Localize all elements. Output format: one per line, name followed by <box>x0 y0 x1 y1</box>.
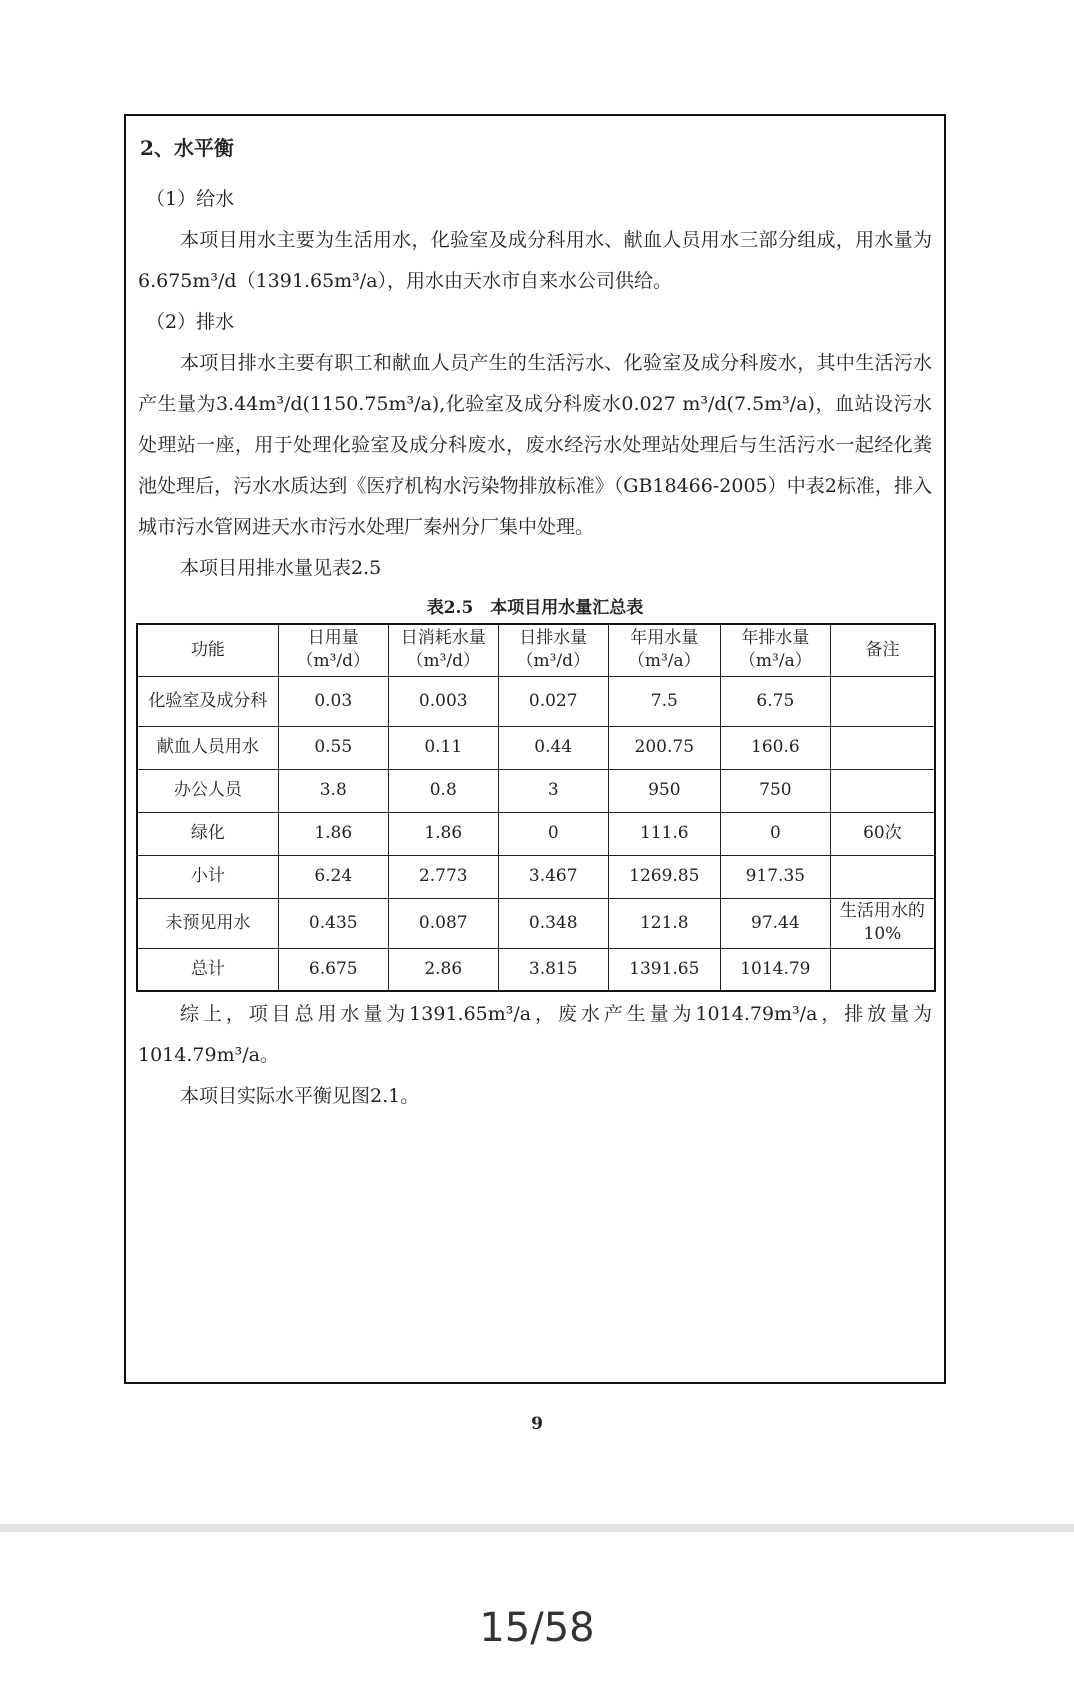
table-cell: 6.24 <box>278 855 388 898</box>
table-cell: 0.03 <box>278 676 388 726</box>
table-cell: 111.6 <box>608 812 720 855</box>
table-row <box>137 855 935 898</box>
table-row <box>137 812 935 855</box>
table-cell: 0.8 <box>388 769 498 812</box>
header-cell: 日排水量（m³/d） <box>498 624 608 676</box>
table-cell <box>830 726 935 769</box>
supply-heading: （1）给水 <box>146 188 235 210</box>
table-cell: 60次 <box>830 812 935 855</box>
page-number: 9 <box>531 1414 543 1434</box>
table-cell <box>830 855 935 898</box>
header-cell: 年用水量（m³/a） <box>608 624 720 676</box>
supply-paragraph: 本项目用水主要为生活用水，化验室及成分科用水、献血人员用水三部分组成，用水量为6.675m³/d（1391.65m³/a），用水由天水市自来水公司供给。 <box>138 229 932 292</box>
table-cell: 绿化 <box>137 812 278 855</box>
table-cell: 2.86 <box>388 948 498 991</box>
table-cell: 750 <box>720 769 830 812</box>
table-cell: 121.8 <box>608 898 720 948</box>
balance-reference: 本项目实际水平衡见图2.1。 <box>180 1085 420 1107</box>
table-cell: 1014.79 <box>720 948 830 991</box>
table-cell: 0.11 <box>388 726 498 769</box>
table-cell: 1.86 <box>388 812 498 855</box>
table-cell: 0.087 <box>388 898 498 948</box>
table-row <box>137 676 935 726</box>
table-cell: 0.44 <box>498 726 608 769</box>
table-cell: 2.773 <box>388 855 498 898</box>
table-cell: 0.003 <box>388 676 498 726</box>
table-cell: 917.35 <box>720 855 830 898</box>
table-cell: 97.44 <box>720 898 830 948</box>
table-cell: 6.675 <box>278 948 388 991</box>
table-cell: 0 <box>720 812 830 855</box>
table-cell: 3.467 <box>498 855 608 898</box>
table-cell: 200.75 <box>608 726 720 769</box>
content-area <box>138 128 932 1117</box>
table-cell: 生活用水的10% <box>830 898 935 948</box>
table-cell: 0.55 <box>278 726 388 769</box>
table-cell: 1269.85 <box>608 855 720 898</box>
header-cell: 备注 <box>830 624 935 676</box>
table-reference: 本项目用排水量见表2.5 <box>180 557 382 579</box>
header-cell: 日消耗水量（m³/d） <box>388 624 498 676</box>
table-cell: 小计 <box>137 855 278 898</box>
table-cell: 未预见用水 <box>137 898 278 948</box>
document-frame <box>124 114 946 1384</box>
table-cell: 0.027 <box>498 676 608 726</box>
table-cell: 献血人员用水 <box>137 726 278 769</box>
drain-heading: （2）排水 <box>146 311 235 333</box>
water-summary-table <box>136 623 936 992</box>
table-cell: 950 <box>608 769 720 812</box>
table-cell: 7.5 <box>608 676 720 726</box>
table-cell: 0.435 <box>278 898 388 948</box>
table-cell: 化验室及成分科 <box>137 676 278 726</box>
table-row <box>137 769 935 812</box>
table-row <box>137 948 935 991</box>
header-cell: 日用量（m³/d） <box>278 624 388 676</box>
table-cell: 6.75 <box>720 676 830 726</box>
table-cell: 总计 <box>137 948 278 991</box>
summary-paragraph: 综上，项目总用水量为1391.65m³/a，废水产生量为1014.79m³/a，排放量为1014.79m³/a。 <box>138 1003 932 1066</box>
table-cell: 160.6 <box>720 726 830 769</box>
table-cell: 1.86 <box>278 812 388 855</box>
table-cell: 0 <box>498 812 608 855</box>
table-cell <box>830 676 935 726</box>
header-cell: 年排水量（m³/a） <box>720 624 830 676</box>
page-indicator: 15/58 <box>479 1605 595 1651</box>
drain-paragraph: 本项目排水主要有职工和献血人员产生的生活污水、化验室及成分科废水，其中生活污水产生量为3.44m³/d(1150.75m³/a),化验室及成分科废水0.027 m³/d(7.5m³/a)，血站设污水处理站一座，用于处理化验室及成分科废水，废水经污水处理站处理后与生活污水一起经化粪池处理后，污水水质达到《医疗机构水污染物排放标准》（GB18466-2005）中表2标准，排入城市污水管网进天水市污水处理厂秦州分厂集中处理。 <box>138 352 932 538</box>
table-cell: 3 <box>498 769 608 812</box>
header-cell: 功能 <box>137 624 278 676</box>
table-cell: 3.8 <box>278 769 388 812</box>
table-header-row <box>137 624 935 676</box>
table-cell: 1391.65 <box>608 948 720 991</box>
table-cell: 3.815 <box>498 948 608 991</box>
table-cell <box>830 948 935 991</box>
table-cell <box>830 769 935 812</box>
table-caption: 表2.5 本项目用水量汇总表 <box>426 598 644 618</box>
table-row <box>137 726 935 769</box>
table-row <box>137 898 935 948</box>
table-cell: 0.348 <box>498 898 608 948</box>
viewer-divider <box>0 1524 1074 1532</box>
section-title: 2、水平衡 <box>140 136 234 160</box>
table-cell: 办公人员 <box>137 769 278 812</box>
